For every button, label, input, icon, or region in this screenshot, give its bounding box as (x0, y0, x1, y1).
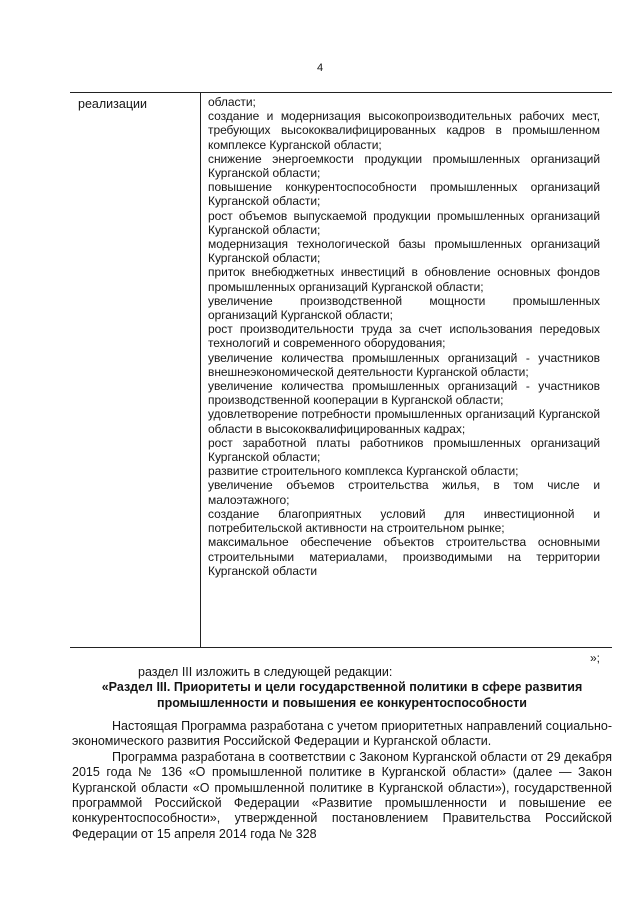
list-item: создание благоприятных условий для инвестиционной и потребительской активности на строительном рынке; (208, 506, 600, 536)
paragraph: Настоящая Программа разработана с учетом приоритетных направлений социально-экономического развития Российской Федерации и Курганской области. (72, 719, 612, 749)
column-divider (200, 93, 201, 647)
list-item: развитие строительного комплекса Курганской области; (208, 464, 519, 479)
list-item: приток внебюджетных инвестиций в обновление основных фондов промышленных организаций Курганской области; (208, 265, 600, 294)
body-paragraphs (72, 719, 612, 842)
list-item: модернизация технологической базы промышленных организаций Курганской области; (208, 237, 600, 266)
program-table (70, 92, 612, 648)
list-item: увеличение количества промышленных организаций - участников внешнеэкономической деятельности Курганской области; (208, 350, 600, 379)
list-item: увеличение объемов строительства жилья, в том числе и малоэтажного; (208, 478, 600, 507)
list-item: увеличение количества промышленных организаций - участников производственной кооперации в Курганской области; (208, 379, 600, 408)
intro-line: раздел III изложить в следующей редакции: (138, 665, 393, 679)
list-item: удовлетворение потребности промышленных организаций Курганской области в высококвалифицированных кадрах; (208, 407, 600, 436)
table-left-label: реализации (78, 97, 147, 111)
list-item: рост производительности труда за счет использования передовых технологий и современного оборудования; (208, 322, 600, 351)
list-item: создание и модернизация высокопроизводительных рабочих мест, требующих высококвалифицированных кадров в промышленном комплексе Курганской области; (208, 109, 600, 152)
list-item: рост заработной платы работников промышленных организаций Курганской области; (208, 435, 600, 465)
list-item: рост объемов выпускаемой продукции промышленных организаций Курганской области; (208, 208, 600, 237)
expected-results-list (208, 95, 600, 578)
list-item: увеличение производственной мощности промышленных организаций Курганской области; (208, 293, 600, 323)
page-number: 4 (316, 62, 324, 74)
list-item: области; (208, 95, 256, 109)
closing-quote: »; (590, 651, 601, 665)
paragraph: Программа разработана в соответствии с Законом Курганской области от 29 декабря 2015 года № 136 «О промышленной политике в Курганской области» (далее — Закон Курганской области «О промышленной политике в Курганской области»), государственной программой Российской Федерации «Развитие промышленности и повышение ее конкурентоспособности», утвержденной постановлением Правительства Российской Федерации от 15 апреля 2014 года № 328 (72, 749, 612, 841)
list-item: максимальное обеспечение объектов строительства основными строительными материалами, производимыми на территории Курганской области (208, 535, 600, 578)
list-item: повышение конкурентоспособности промышленных организаций Курганской области; (208, 180, 600, 209)
list-item: снижение энергоемкости продукции промышленных организаций Курганской области; (208, 151, 600, 181)
section-title: «Раздел III. Приоритеты и цели государственной политики в сфере развития промышленности и повышения ее конкурентоспособности (101, 680, 583, 710)
